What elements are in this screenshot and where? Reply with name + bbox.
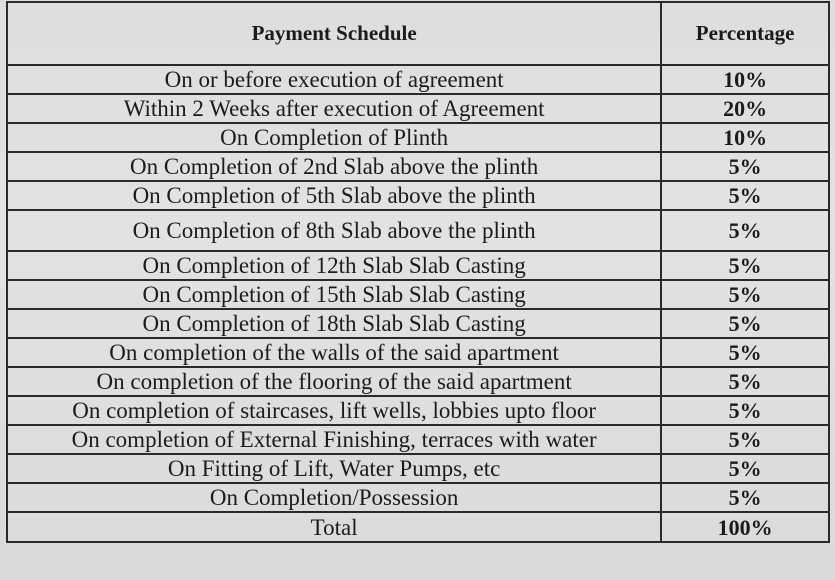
stage-cell: On Completion of 8th Slab above the plinth bbox=[7, 210, 661, 251]
stage-cell: On Completion of 12th Slab Slab Casting bbox=[7, 251, 661, 280]
table-row bbox=[7, 280, 829, 309]
table-row bbox=[7, 65, 829, 94]
table-row bbox=[7, 338, 829, 367]
table-row bbox=[7, 210, 829, 251]
stage-cell: On Completion of 15th Slab Slab Casting bbox=[7, 280, 661, 309]
percentage-cell: 5% bbox=[661, 181, 829, 210]
stage-cell: On completion of the flooring of the said apartment bbox=[7, 367, 661, 396]
table-row bbox=[7, 483, 829, 512]
percentage-cell: 5% bbox=[661, 251, 829, 280]
stage-cell: On or before execution of agreement bbox=[7, 65, 661, 94]
header-percentage: Percentage bbox=[661, 2, 829, 65]
table-row bbox=[7, 181, 829, 210]
percentage-cell: 5% bbox=[661, 483, 829, 512]
percentage-cell: 5% bbox=[661, 210, 829, 251]
stage-cell: On completion of the walls of the said apartment bbox=[7, 338, 661, 367]
percentage-cell: 5% bbox=[661, 309, 829, 338]
total-percentage: 100% bbox=[661, 512, 829, 542]
table-row bbox=[7, 123, 829, 152]
table-row bbox=[7, 454, 829, 483]
stage-cell: On Fitting of Lift, Water Pumps, etc bbox=[7, 454, 661, 483]
header-payment-schedule: Payment Schedule bbox=[7, 2, 661, 65]
percentage-cell: 5% bbox=[661, 367, 829, 396]
stage-cell: On completion of External Finishing, terraces with water bbox=[7, 425, 661, 454]
stage-cell: On completion of staircases, lift wells, lobbies upto floor bbox=[7, 396, 661, 425]
percentage-cell: 5% bbox=[661, 396, 829, 425]
stage-cell: On Completion of 2nd Slab above the plinth bbox=[7, 152, 661, 181]
stage-cell: On Completion of 18th Slab Slab Casting bbox=[7, 309, 661, 338]
stage-cell: On Completion of 5th Slab above the plinth bbox=[7, 181, 661, 210]
percentage-cell: 5% bbox=[661, 152, 829, 181]
percentage-cell: 5% bbox=[661, 425, 829, 454]
table-row bbox=[7, 251, 829, 280]
payment-schedule-table bbox=[6, 1, 830, 543]
total-label: Total bbox=[7, 512, 661, 542]
total-row bbox=[7, 512, 829, 542]
percentage-cell: 10% bbox=[661, 123, 829, 152]
percentage-cell: 5% bbox=[661, 280, 829, 309]
table-row bbox=[7, 94, 829, 123]
stage-cell: On Completion/Possession bbox=[7, 483, 661, 512]
percentage-cell: 20% bbox=[661, 94, 829, 123]
table-row bbox=[7, 309, 829, 338]
percentage-cell: 5% bbox=[661, 338, 829, 367]
table-row bbox=[7, 425, 829, 454]
percentage-cell: 10% bbox=[661, 65, 829, 94]
table-row bbox=[7, 367, 829, 396]
stage-cell: On Completion of Plinth bbox=[7, 123, 661, 152]
percentage-cell: 5% bbox=[661, 454, 829, 483]
table-header-row bbox=[7, 2, 829, 65]
stage-cell: Within 2 Weeks after execution of Agreement bbox=[7, 94, 661, 123]
table-row bbox=[7, 396, 829, 425]
table-row bbox=[7, 152, 829, 181]
